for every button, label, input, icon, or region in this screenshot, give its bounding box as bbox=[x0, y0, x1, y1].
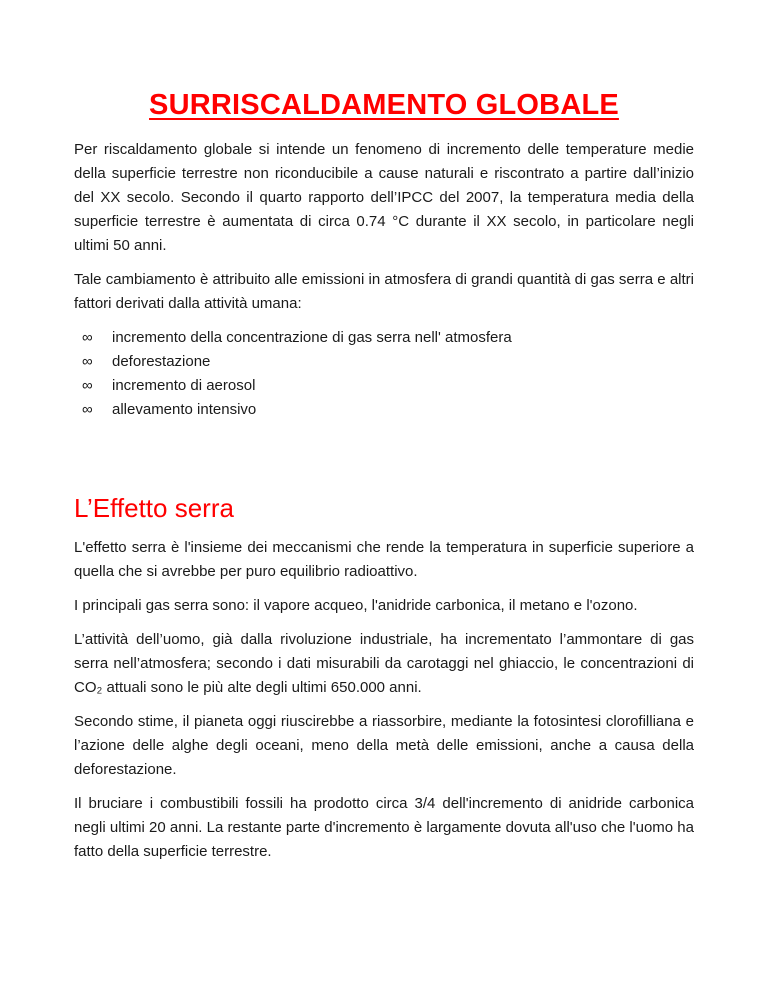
list-item bbox=[82, 374, 694, 398]
section-paragraph-2: I principali gas serra sono: il vapore acqueo, l'anidride carbonica, il metano e l'ozono. bbox=[74, 597, 638, 614]
infinity-bullet-icon: ∞ bbox=[82, 401, 93, 418]
intro-paragraph-2: Tale cambiamento è attribuito alle emissioni in atmosfera di grandi quantità di gas serra e altri fattori derivati dalla attività umana: bbox=[74, 271, 694, 312]
list-item bbox=[82, 326, 694, 350]
section-paragraph-5: Il bruciare i combustibili fossili ha prodotto circa 3/4 dell'incremento di anidride carbonica negli ultimi 20 anni. La restante parte d'incremento è largamente dovuta all'uso che l'uomo ha fatto della superficie terrestre. bbox=[74, 795, 694, 860]
intro-paragraph-1: Per riscaldamento globale si intende un fenomeno di incremento delle temperature medie della superficie terrestre non riconducibile a cause naturali e riscontrato a partire dall’inizio del XX secolo. Secondo il quarto rapporto dell’IPCC del 2007, la temperatura media della superficie terrestre è aumentata di circa 0.74 °C durante il XX secolo, in particolare negli ultimi 50 anni. bbox=[74, 141, 694, 254]
intro-section bbox=[74, 138, 694, 316]
section-paragraph-4: Secondo stime, il pianeta oggi riuscirebbe a riassorbire, mediante la fotosintesi clorofilliana e l’azione delle alghe degli oceani, meno della metà delle emissioni, anche a causa della deforestazione. bbox=[74, 713, 694, 778]
cause-list bbox=[74, 326, 694, 422]
list-item-text: allevamento intensivo bbox=[112, 401, 257, 418]
infinity-bullet-icon: ∞ bbox=[82, 377, 93, 394]
list-item-text: incremento della concentrazione di gas serra nell' atmosfera bbox=[112, 329, 512, 346]
document-page bbox=[74, 88, 694, 874]
infinity-bullet-icon: ∞ bbox=[82, 353, 93, 370]
list-item-text: incremento di aerosol bbox=[112, 377, 256, 394]
list-item bbox=[82, 350, 694, 374]
list-item-text: deforestazione bbox=[112, 353, 211, 370]
page-title: SURRISCALDAMENTO GLOBALE bbox=[149, 89, 619, 121]
section-paragraph-3: L’attività dell’uomo, già dalla rivoluzione industriale, ha incrementato l’ammontare di gas serra nell’atmosfera; secondo i dati misurabili da carotaggi nel ghiaccio, le concentrazioni di CO₂ attuali sono le più alte degli ultimi 650.000 anni. bbox=[74, 631, 694, 696]
section-title: L’Effetto serra bbox=[74, 493, 234, 523]
effetto-serra-section bbox=[74, 536, 694, 864]
list-item bbox=[82, 398, 694, 422]
section-paragraph-1: L'effetto serra è l'insieme dei meccanismi che rende la temperatura in superficie superiore a quella che si avrebbe per puro equilibrio radioattivo. bbox=[74, 539, 694, 580]
infinity-bullet-icon: ∞ bbox=[82, 329, 93, 346]
